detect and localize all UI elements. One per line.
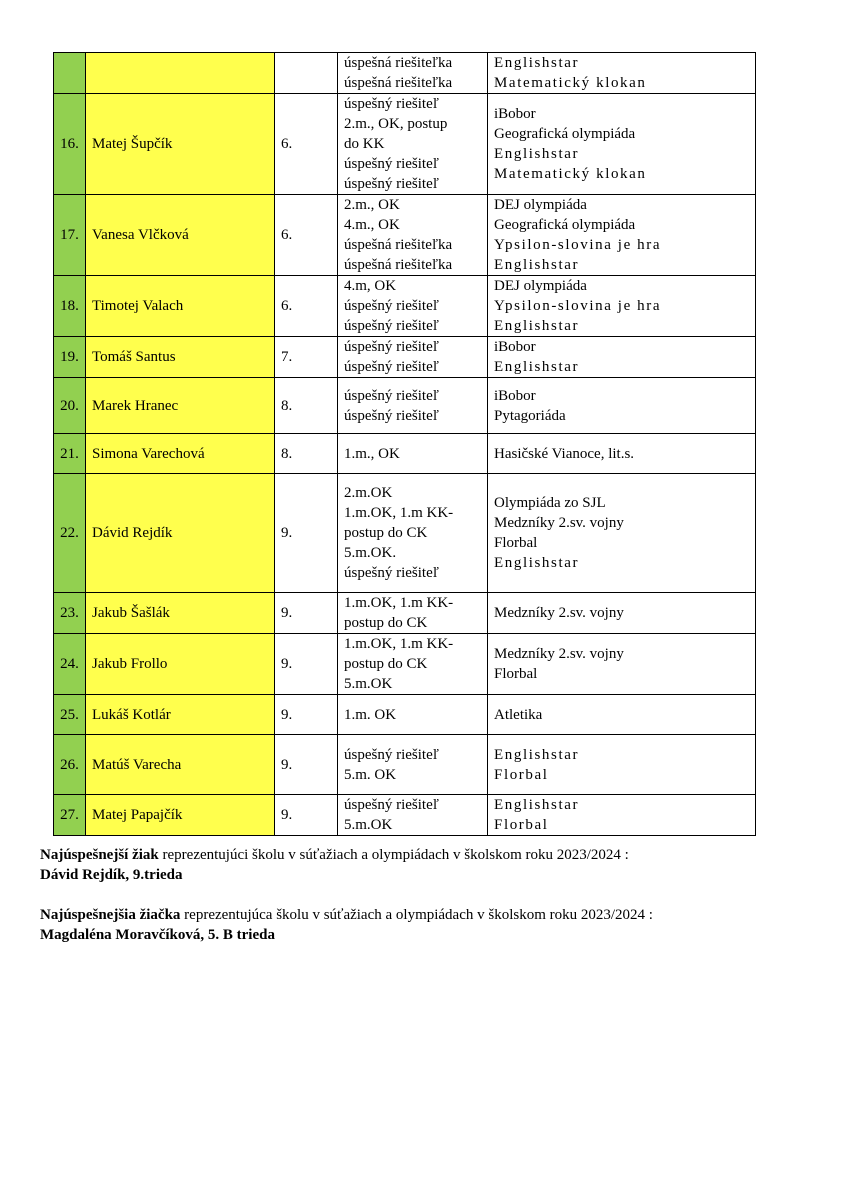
result-line: úspešný riešiteľ: [344, 156, 439, 172]
best-boy-winner: Dávid Rejdík, 9.trieda: [40, 867, 183, 883]
competition-cell: [488, 593, 756, 634]
row-number: 24.: [54, 634, 86, 695]
results-table: [53, 52, 756, 836]
student-name: Tomáš Santus: [86, 337, 275, 378]
best-girl-text: reprezentujúca školu v súťažiach a olympiádach v školskom roku 2023/2024 :: [180, 907, 653, 923]
results-table-body: [54, 53, 756, 836]
student-name: Timotej Valach: [86, 276, 275, 337]
competition-cell: [488, 195, 756, 276]
row-number: 23.: [54, 593, 86, 634]
student-name: Marek Hranec: [86, 378, 275, 434]
competition-line: DEJ olympiáda: [494, 197, 587, 213]
table-row: [54, 94, 756, 195]
student-grade: 9.: [275, 695, 338, 735]
student-grade: 8.: [275, 378, 338, 434]
student-grade: 9.: [275, 474, 338, 593]
result-cell: [338, 634, 488, 695]
result-line: 2.m., OK, postup: [344, 116, 448, 132]
student-name: Simona Varechová: [86, 434, 275, 474]
result-line: 5.m. OK: [344, 766, 397, 783]
competition-cell: [488, 94, 756, 195]
student-name: [86, 53, 275, 94]
result-cell: [338, 735, 488, 795]
row-number: 26.: [54, 735, 86, 795]
result-cell: [338, 695, 488, 735]
student-grade: 9.: [275, 634, 338, 695]
best-boy-text: reprezentujúci školu v súťažiach a olympiádach v školskom roku 2023/2024 :: [158, 847, 629, 863]
competition-line: Englishstar: [494, 555, 580, 571]
competition-line: Englishstar: [494, 797, 580, 813]
table-row: [54, 795, 756, 836]
result-line: 1.m.OK, 1.m KK-: [344, 595, 454, 611]
row-number: 21.: [54, 434, 86, 474]
result-cell: [338, 474, 488, 593]
student-name: Vanesa Vlčková: [86, 195, 275, 276]
competition-line: Englishstar: [494, 359, 580, 375]
row-number: 16.: [54, 94, 86, 195]
competition-line: Florbal: [494, 666, 538, 682]
result-line: do KK: [344, 136, 385, 152]
competition-line: Ypsilon-slovina je hra: [494, 298, 662, 314]
competition-line: Atletika: [494, 706, 543, 723]
competition-line: Ypsilon-slovina je hra: [494, 237, 662, 253]
result-line: 1.m.OK, 1.m KK-: [344, 636, 454, 652]
best-boy-summary: [40, 845, 629, 885]
competition-line: Englishstar: [494, 318, 580, 334]
student-grade: 6.: [275, 276, 338, 337]
competition-cell: [488, 337, 756, 378]
result-line: 5.m.OK.: [344, 545, 397, 561]
competition-line: Medzníky 2.sv. vojny: [494, 515, 624, 531]
student-grade: [275, 53, 338, 94]
table-row: [54, 634, 756, 695]
result-line: úspešná riešiteľka: [344, 75, 453, 91]
competition-cell: [488, 53, 756, 94]
table-row: [54, 337, 756, 378]
table-row: [54, 378, 756, 434]
result-line: postup do CK: [344, 615, 428, 631]
table-row: [54, 695, 756, 735]
result-cell: [338, 795, 488, 836]
student-name: Matej Šupčík: [86, 94, 275, 195]
competition-line: iBobor: [494, 106, 536, 122]
table-row: [54, 593, 756, 634]
competition-cell: [488, 695, 756, 735]
competition-line: Englishstar: [494, 746, 580, 763]
result-line: 4.m., OK: [344, 217, 400, 233]
result-line: 1.m., OK: [344, 445, 400, 462]
row-number: 27.: [54, 795, 86, 836]
table-row: [54, 195, 756, 276]
result-cell: [338, 53, 488, 94]
student-name: Matúš Varecha: [86, 735, 275, 795]
row-number: 25.: [54, 695, 86, 735]
competition-cell: [488, 735, 756, 795]
best-girl-label: Najúspešnejšia žiačka: [40, 907, 181, 923]
result-line: 2.m., OK: [344, 197, 400, 213]
student-grade: 8.: [275, 434, 338, 474]
student-grade: 6.: [275, 195, 338, 276]
competition-line: Olympiáda zo SJL: [494, 495, 606, 511]
best-girl-line: [40, 905, 653, 925]
result-line: 4.m, OK: [344, 278, 397, 294]
result-line: úspešný riešiteľ: [344, 407, 439, 424]
result-line: 2.m.OK: [344, 485, 393, 501]
student-name: Jakub Šašlák: [86, 593, 275, 634]
result-line: úspešný riešiteľ: [344, 387, 439, 404]
row-number: [54, 53, 86, 94]
result-line: úspešný riešiteľ: [344, 96, 439, 112]
result-cell: [338, 378, 488, 434]
student-name: Jakub Frollo: [86, 634, 275, 695]
result-line: úspešný riešiteľ: [344, 318, 439, 334]
result-line: úspešná riešiteľka: [344, 237, 453, 253]
table-row: [54, 276, 756, 337]
table-row: [54, 735, 756, 795]
result-cell: [338, 593, 488, 634]
competition-line: Matematický klokan: [494, 166, 647, 182]
result-line: postup do CK: [344, 525, 428, 541]
result-line: úspešný riešiteľ: [344, 746, 439, 763]
row-number: 18.: [54, 276, 86, 337]
result-line: postup do CK: [344, 656, 428, 672]
competition-line: Florbal: [494, 817, 549, 833]
result-line: úspešný riešiteľ: [344, 298, 439, 314]
competition-line: Medzníky 2.sv. vojny: [494, 646, 624, 662]
competition-cell: [488, 474, 756, 593]
competition-line: Pytagoriáda: [494, 407, 566, 424]
student-name: Lukáš Kotlár: [86, 695, 275, 735]
row-number: 17.: [54, 195, 86, 276]
student-grade: 9.: [275, 795, 338, 836]
result-cell: [338, 434, 488, 474]
competition-line: iBobor: [494, 387, 536, 404]
student-grade: 9.: [275, 735, 338, 795]
row-number: 19.: [54, 337, 86, 378]
student-grade: 9.: [275, 593, 338, 634]
result-line: úspešná riešiteľka: [344, 55, 453, 71]
table-row: [54, 53, 756, 94]
competition-line: Englishstar: [494, 146, 580, 162]
competition-line: DEJ olympiáda: [494, 278, 587, 294]
result-line: úspešný riešiteľ: [344, 565, 439, 581]
competition-line: Hasičské Vianoce, lit.s.: [494, 445, 635, 462]
table-row: [54, 474, 756, 593]
student-grade: 7.: [275, 337, 338, 378]
result-line: úspešný riešiteľ: [344, 359, 439, 375]
competition-line: iBobor: [494, 339, 536, 355]
competition-line: Florbal: [494, 766, 549, 783]
best-boy-label: Najúspešnejší žiak: [40, 847, 159, 863]
competition-cell: [488, 434, 756, 474]
competition-line: Medzníky 2.sv. vojny: [494, 605, 624, 621]
competition-line: Englishstar: [494, 55, 580, 71]
result-cell: [338, 94, 488, 195]
competition-line: Matematický klokan: [494, 75, 647, 91]
result-line: 5.m.OK: [344, 676, 393, 692]
competition-cell: [488, 795, 756, 836]
row-number: 20.: [54, 378, 86, 434]
result-line: 1.m.OK, 1.m KK-: [344, 505, 454, 521]
competition-line: Geografická olympiáda: [494, 217, 636, 233]
result-line: úspešná riešiteľka: [344, 257, 453, 273]
student-name: Dávid Rejdík: [86, 474, 275, 593]
best-boy-line: [40, 845, 629, 865]
best-girl-summary: [40, 905, 653, 945]
result-line: úspešný riešiteľ: [344, 797, 439, 813]
competition-cell: [488, 634, 756, 695]
result-line: úspešný riešiteľ: [344, 339, 439, 355]
competition-cell: [488, 378, 756, 434]
result-line: 1.m. OK: [344, 706, 397, 723]
competition-line: Florbal: [494, 535, 538, 551]
student-grade: 6.: [275, 94, 338, 195]
student-name: Matej Papajčík: [86, 795, 275, 836]
competition-line: Geografická olympiáda: [494, 126, 636, 142]
result-line: úspešný riešiteľ: [344, 176, 439, 192]
table-row: [54, 434, 756, 474]
result-cell: [338, 337, 488, 378]
competition-cell: [488, 276, 756, 337]
competition-line: Englishstar: [494, 257, 580, 273]
row-number: 22.: [54, 474, 86, 593]
best-girl-winner: Magdaléna Moravčíková, 5. B trieda: [40, 927, 275, 943]
result-cell: [338, 195, 488, 276]
result-cell: [338, 276, 488, 337]
result-line: 5.m.OK: [344, 817, 393, 833]
